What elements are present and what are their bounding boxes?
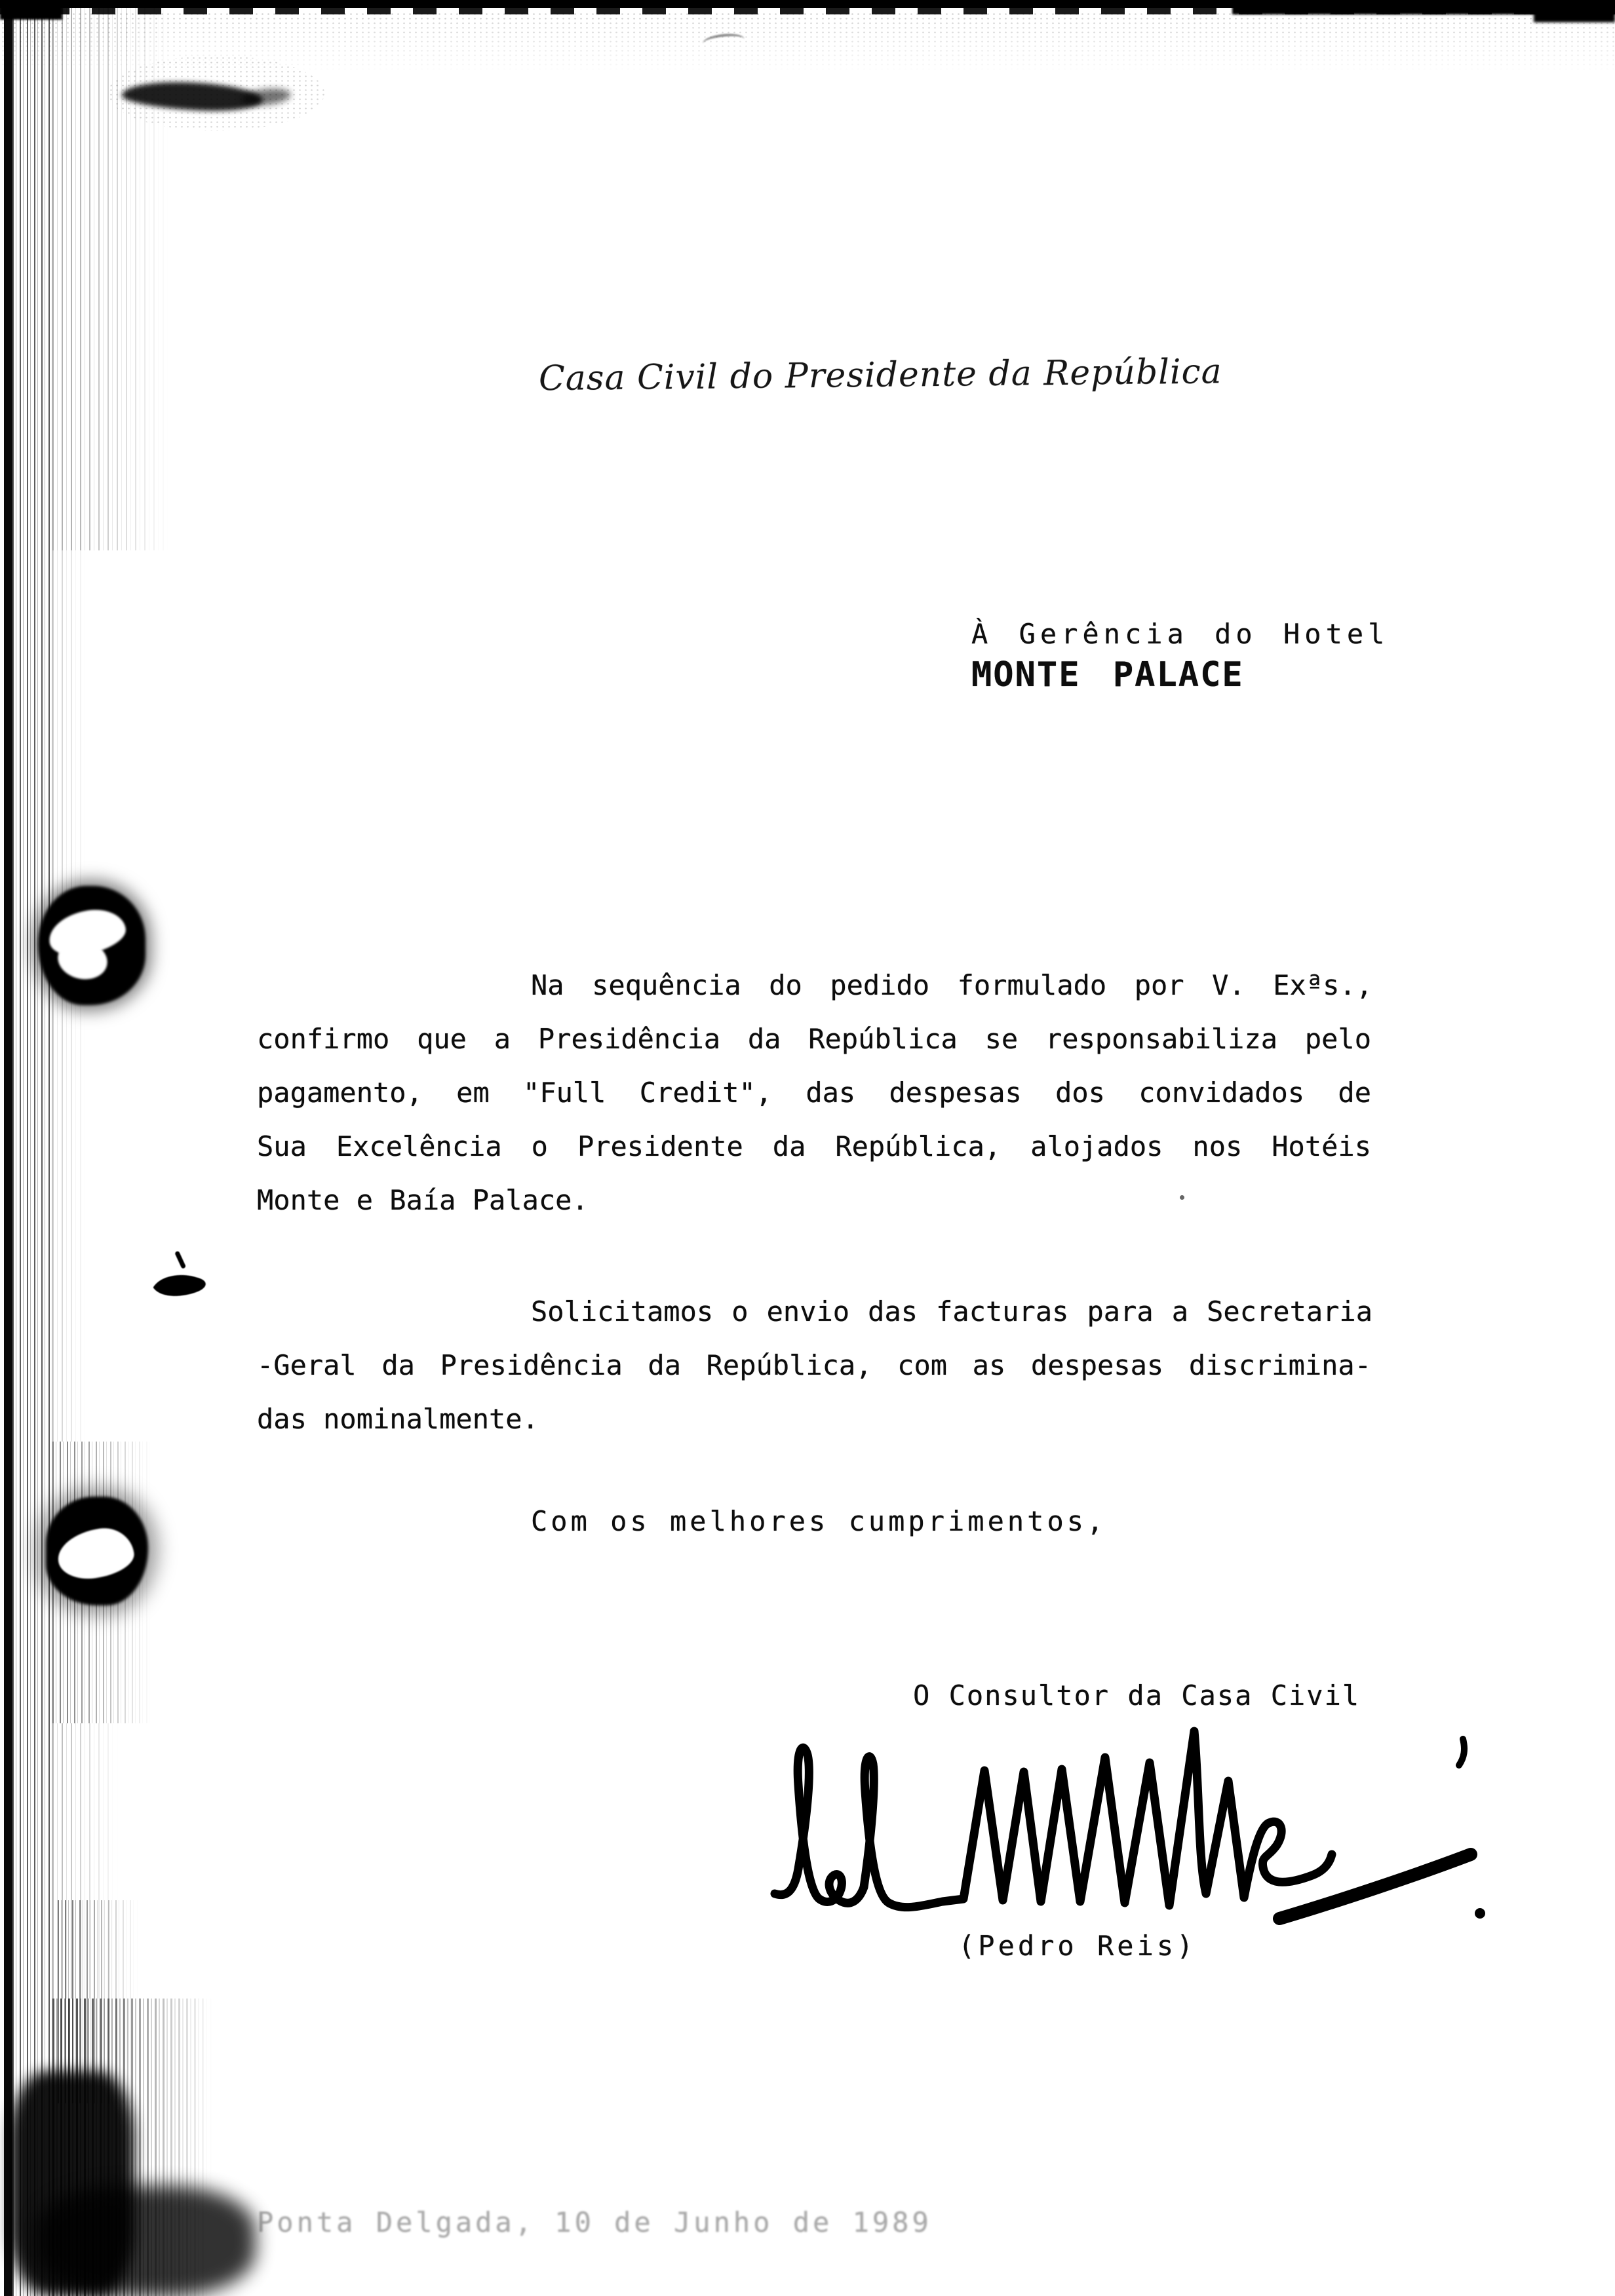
body-paragraph1-line5: Monte e Baía Palace.: [257, 1184, 589, 1216]
handwritten-signature: [747, 1697, 1508, 1946]
letterhead-script: Casa Civil do Presidente da República: [538, 352, 1222, 399]
body-paragraph2-line3: das nominalmente.: [257, 1403, 539, 1435]
body-paragraph1-line4: Sua Excelência o Presidente da República, alojados nos Hotéis: [257, 1130, 1371, 1162]
dateline-faint: Ponta Delgada, 10 de Junho de 1989: [257, 2206, 932, 2238]
signer-title: O Consultor da Casa Civil: [913, 1679, 1361, 1712]
closing-line: Com os melhores cumprimentos,: [531, 1505, 1107, 1537]
recipient-line-1: À Gerência do Hotel: [971, 618, 1390, 650]
body-paragraph1-line1: Na sequência do pedido formulado por V. Exªs.,: [531, 969, 1372, 1001]
body-paragraph1-line2: confirmo que a Presidência da República se responsabiliza pelo: [257, 1023, 1371, 1055]
stray-dot: [1180, 1195, 1184, 1200]
recipient-line-2: MONTE PALACE: [971, 655, 1244, 695]
pen-mark-left-margin: [142, 1240, 229, 1316]
body-paragraph2-line2: -Geral da Presidência da República, com as despesas discrimina-: [257, 1349, 1371, 1381]
body-paragraph1-line3: pagamento, em "Full Credit", das despesas dos convidados de: [257, 1077, 1371, 1109]
scan-artifact-left-edge-line: [4, 0, 12, 2296]
scan-artifact-bottom-left-blob-2: [36, 2185, 256, 2296]
signer-name: (Pedro Reis): [958, 1930, 1197, 1962]
scan-artifact-left-streaks: [12, 0, 53, 2296]
body-paragraph2-line1: Solicitamos o envio das facturas para a Secretaria: [531, 1295, 1372, 1328]
